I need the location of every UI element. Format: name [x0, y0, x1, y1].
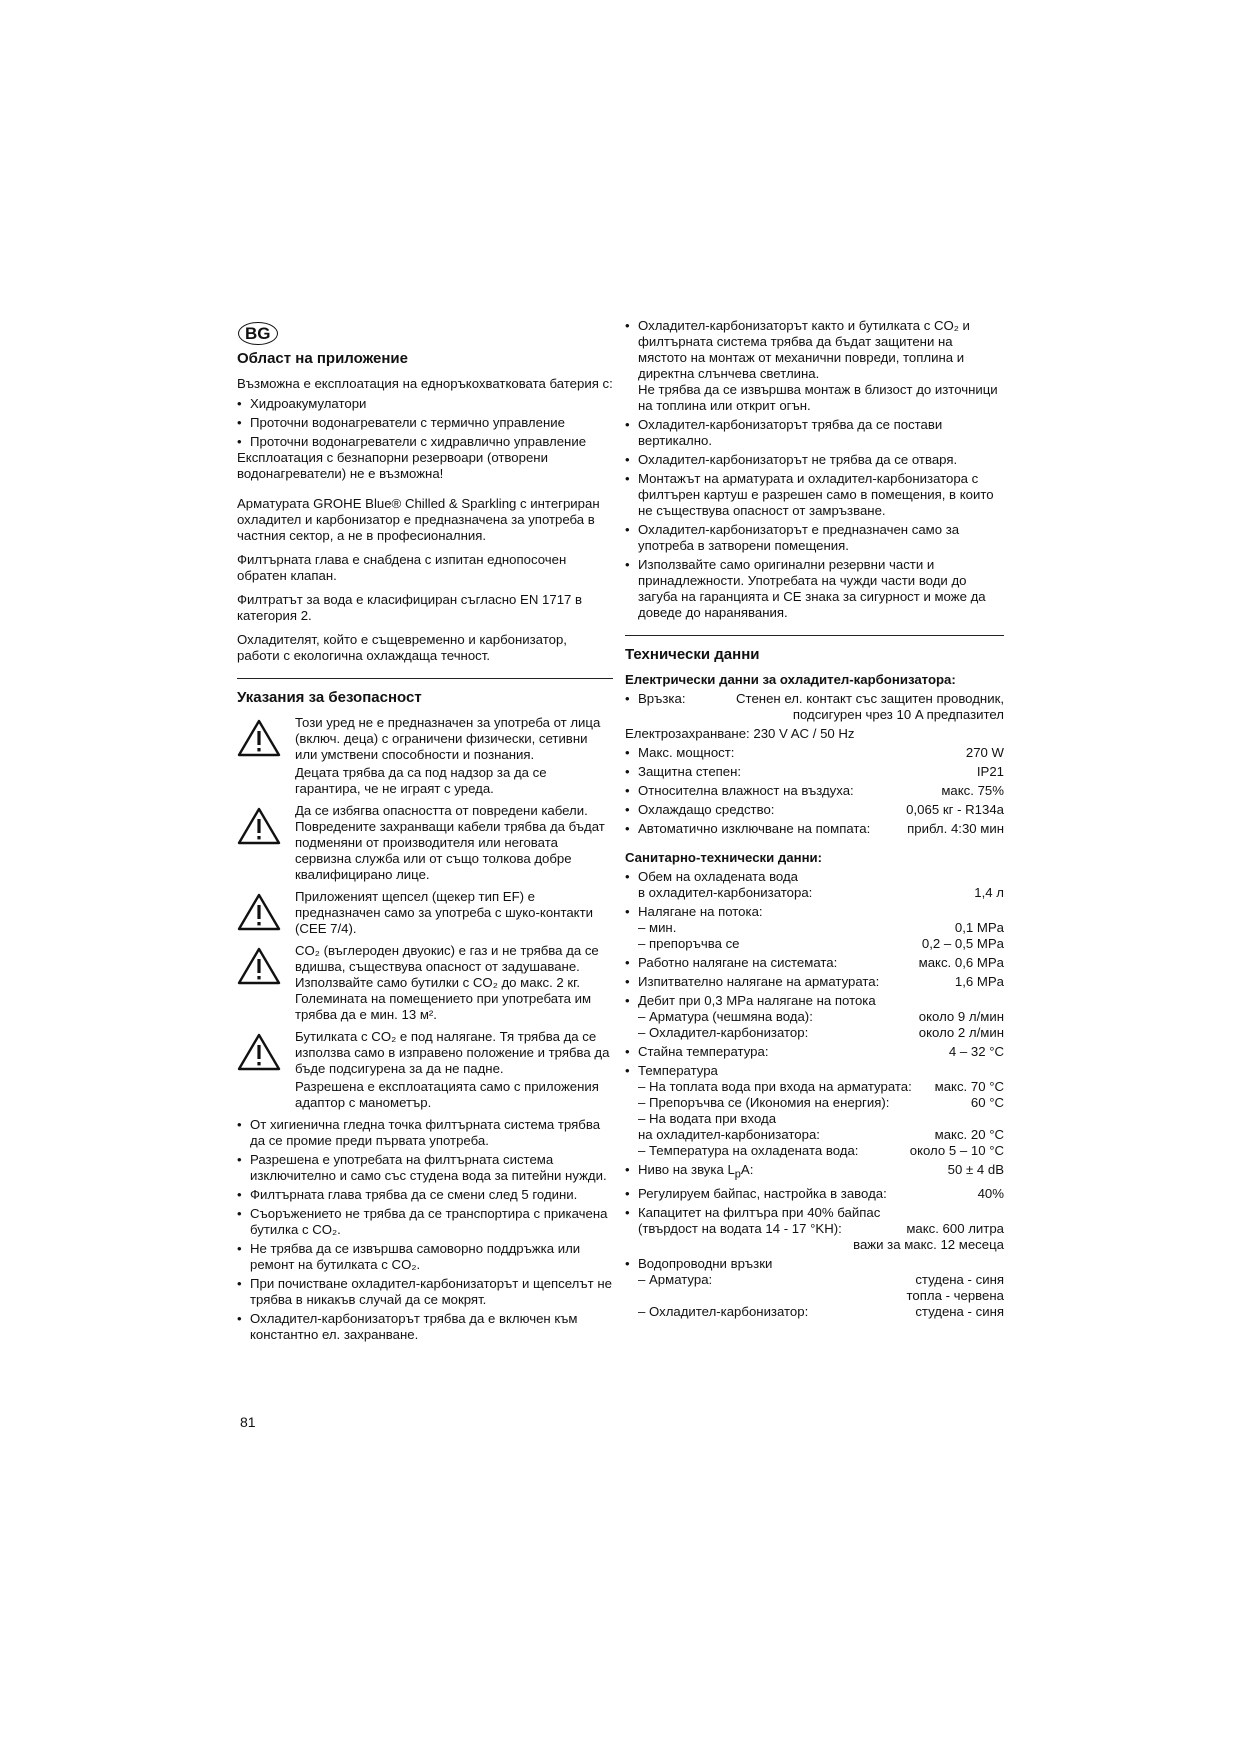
scope-intro: Възможна е експлоатация на едноръкохватковата батерия с:: [237, 376, 613, 391]
warning-text: Децата трябва да са под надзор за да се гарантира, че не играят с уреда.: [295, 765, 547, 796]
warning-block: [237, 889, 613, 939]
spec-value: 50 ± 4 dB: [947, 1162, 1004, 1177]
spec-value: около 5 – 10 °C: [909, 1143, 1004, 1158]
scope-title: Област на приложение: [237, 350, 408, 367]
warning-text: Разрешена е експлоатацията само с приложения адаптор с манометър.: [295, 1079, 599, 1110]
noise-suffix: A:: [740, 1162, 754, 1177]
spec-row: [625, 1044, 1004, 1060]
list-item: • Охладител-карбонизаторът не трябва да се отваря.: [625, 452, 1004, 468]
list-item: • Монтажът на арматурата и охладител-карбонизатора с филтърен картуш е разрешен само в помещения, в които не съществува опасност от замръзване.: [625, 471, 1004, 519]
warning-text: Бутилката с CO₂ е под налягане. Тя трябва да се използва само в изправено положение и трябва да бъде подсигурена за да не падне.: [295, 1029, 610, 1076]
spec-value: 0,1 MPa: [954, 920, 1004, 935]
spec-value: IP21: [976, 764, 1004, 779]
spec-label: • Регулируем байпас, настройка в завода:: [638, 1185, 887, 1201]
spec-row: [625, 1205, 1004, 1253]
spec-value: макс. 20 °C: [934, 1127, 1004, 1142]
spec-value: макс. 75%: [941, 783, 1004, 798]
warning-block: [237, 715, 613, 799]
spec-label: (твърдост на водата 14 - 17 °KH):: [638, 1220, 842, 1236]
spec-label: – Арматура:: [638, 1271, 713, 1287]
divider: [625, 635, 1004, 636]
spec-label: • Изпитвателно налягане на арматурата:: [638, 974, 880, 989]
list-item: • От хигиенична гледна точка филтърната система трябва да се промие преди първата употреба.: [237, 1117, 613, 1149]
spec-label: • Работно налягане на системата:: [638, 955, 838, 970]
noise-subscript: p: [734, 1168, 741, 1181]
spec-label: – Температура на охладената вода:: [638, 1143, 859, 1158]
electrical-values: [625, 745, 1004, 837]
list-item: • Съоръжението не трябва да се транспортира с прикачена бутилка с CO₂.: [237, 1206, 613, 1238]
spec-value: Стенен ел. контакт със защитен проводник, подсигурен чрез 10 A предпазител: [736, 691, 1004, 722]
spec-value: около 9 л/мин: [918, 1009, 1004, 1024]
spec-value: студена - синя: [915, 1303, 1004, 1319]
spec-label: • Връзка:: [638, 691, 686, 706]
spec-row: [625, 745, 1004, 761]
power-supply: Електрозахранване: 230 V AC / 50 Hz: [625, 726, 855, 741]
spec-value: 0,065 кг - R134a: [906, 802, 1004, 817]
right-column: [625, 318, 1004, 1323]
safety-list: [237, 1117, 613, 1343]
spec-value: студена - синя: [915, 1271, 1004, 1287]
electrical-list: [625, 691, 1004, 723]
spec-value: важи за макс. 12 месеца: [853, 1236, 1004, 1252]
spec-label: • Капацитет на филтъра при 40% байпас: [638, 1204, 881, 1220]
spec-value: 1,4 л: [974, 885, 1004, 900]
spec-value: макс. 70 °C: [934, 1079, 1004, 1094]
spec-label: • Относителна влажност на въздуха:: [638, 783, 854, 798]
spec-label: • Температура: [638, 1063, 718, 1078]
safety-title: Указания за безопасност: [237, 689, 422, 706]
noise-label: Ниво на звука L: [638, 1162, 735, 1177]
list-item: • Хидроакумулатори: [237, 396, 613, 412]
spec-row: [625, 869, 1004, 901]
spec-label: • Автоматично изключване на помпата:: [638, 821, 871, 836]
list-item: • Охладител-карбонизаторът е предназначен само за употреба в затворени помещения.: [625, 522, 1004, 554]
spec-value: 60 °C: [970, 1095, 1004, 1110]
list-item: • Проточни водонагреватели с хидравлично управление: [237, 434, 613, 450]
sanitary-title: Санитарно-технически данни:: [625, 850, 823, 865]
list-item: • Филтърната глава трябва да се смени след 5 години.: [237, 1187, 613, 1203]
spec-label: • Защитна степен:: [638, 764, 742, 779]
scope-paragraph: Арматурата GROHE Blue® Chilled & Sparkling с интегриран охладител и карбонизатор е предназначена за употреба в частния сектор, а не в професионалния.: [237, 496, 600, 543]
warning-block: [237, 943, 613, 1025]
spec-row: [625, 783, 1004, 799]
spec-label: – Арматура (чешмяна вода):: [638, 1009, 813, 1024]
spec-label: – мин.: [638, 920, 677, 935]
spec-row: [625, 691, 1004, 723]
list-item: • Охладител-карбонизаторът трябва да е включен към константно ел. захранване.: [237, 1311, 613, 1343]
list-item: • Не трябва да се извършва самоворно поддръжка или ремонт на бутилката с CO₂.: [237, 1241, 613, 1273]
spec-row: [625, 955, 1004, 971]
spec-row: [625, 904, 1004, 952]
spec-value: 0,2 – 0,5 MPa: [921, 936, 1004, 951]
spec-label: – На водата при входа: [638, 1111, 777, 1126]
spec-value: макс. 600 литра: [906, 1220, 1004, 1236]
spec-label: – На топлата вода при входа на арматурата:: [638, 1079, 912, 1094]
spec-label: • Налягане на потока:: [638, 904, 763, 919]
scope-paragraph: Филтърната глава е снабдена с изпитан еднопосочен обратен клапан.: [237, 552, 567, 583]
spec-value: 270 W: [965, 745, 1004, 760]
warning-text: Този уред не е предназначен за употреба от лица (включ. деца) с ограничени физически, сетивни или умствени способности и познания.: [295, 715, 601, 762]
spec-label: • Дебит при 0,3 MPa налягане на потока: [638, 993, 876, 1008]
left-column: [237, 318, 613, 1346]
warning-icon: [237, 715, 295, 799]
spec-label: • Охлаждащо средство:: [638, 802, 775, 817]
warning-text: Приложеният щепсел (щекер тип EF) е предназначен само за употреба с шуко-контакти (CEE 7/4).: [295, 889, 593, 936]
warning-text: CO₂ (въглероден двуокис) е газ и не трябва да се вдишва, съществува опасност от задушаване. Използвайте само бутилки с CO₂ до макс. 2 кг. Големината на помещението при употребата им трябва да е мин. 13 м².: [295, 943, 599, 1022]
list-item: • Охладител-карбонизаторът както и бутилката с CO₂ и филтърната система трябва да бъдат защитени на мястото на монтаж от механични повреди, топлина и директна слънчева светлина. Не трябва да се извършва монтаж в близост до източници на топлина или открит огън.: [625, 318, 1004, 414]
list-item: • Проточни водонагреватели с термично управление: [237, 415, 613, 431]
language-badge: BG: [238, 322, 278, 345]
spec-label: • Водопроводни връзки: [638, 1255, 773, 1271]
spec-row: [625, 993, 1004, 1041]
divider: [237, 678, 613, 679]
spec-row: [625, 821, 1004, 837]
scope-paragraph: Филтратът за вода е класифициран съгласно EN 1717 в категория 2.: [237, 592, 583, 623]
list-item: • Използвайте само оригинални резервни части и принадлежности. Употребата на чужди части води до загуба на гаранцията и CE знака за сигурност и може да доведе до наранявания.: [625, 557, 1004, 621]
spec-value: 1,6 MPa: [954, 974, 1004, 989]
warning-icon: [237, 943, 295, 1025]
spec-row: [625, 1162, 1004, 1183]
spec-label: – препоръчва се: [638, 936, 740, 951]
scope-note: Експлоатация с безнапорни резервоари (отворени водонагреватели) не е възможна!: [237, 450, 548, 481]
warning-icon: [237, 889, 295, 939]
list-item: • При почистване охладител-карбонизаторът и щепселът не трябва в никакъв случай да се мокрят.: [237, 1276, 613, 1308]
spec-label: • Стайна температура:: [638, 1044, 769, 1059]
safety-list-continued: [625, 318, 1004, 621]
list-item: • Разрешена е употребата на филтърната система изключително и само със студена вода за питейни нужди.: [237, 1152, 613, 1184]
spec-row: [625, 1186, 1004, 1202]
spec-label: • Макс. мощност:: [638, 745, 735, 760]
warning-block: [237, 1029, 613, 1113]
warning-icon: [237, 1029, 295, 1113]
tech-title: Технически данни: [625, 646, 760, 663]
spec-row: [625, 1256, 1004, 1320]
page-number: 81: [240, 1414, 256, 1430]
spec-label: на охладител-карбонизатора:: [638, 1127, 820, 1142]
spec-value: 4 – 32 °C: [948, 1044, 1004, 1059]
spec-value: топла - червена: [906, 1287, 1004, 1303]
spec-value: макс. 0,6 MPa: [918, 955, 1004, 970]
warning-block: [237, 803, 613, 885]
spec-row: [625, 764, 1004, 780]
scope-paragraph: Охладителят, който е същевременно и карбонизатор, работи с екологична охлаждаща течност.: [237, 632, 567, 663]
spec-label: – Препоръчва се (Икономия на енергия):: [638, 1095, 890, 1110]
spec-value: 40%: [977, 1185, 1004, 1201]
spec-label: • Обем на охладената вода: [638, 869, 798, 884]
spec-row: [625, 974, 1004, 990]
spec-label: [638, 1162, 753, 1183]
electrical-title: Електрически данни за охладител-карбонизатора:: [625, 672, 956, 687]
spec-row: [625, 1063, 1004, 1159]
spec-label: в охладител-карбонизатора:: [638, 885, 813, 900]
spec-value: около 2 л/мин: [918, 1025, 1004, 1040]
warning-text: Да се избягва опасността от повредени кабели. Повредените захранващи кабели трябва да бъдат подменяни от производителя или неговата сервизна служба или от също толкова добре квалифицирано лице.: [295, 803, 605, 882]
spec-label: – Охладител-карбонизатор:: [638, 1025, 809, 1040]
scope-list: [237, 396, 613, 450]
spec-value: прибл. 4:30 мин: [907, 821, 1004, 836]
spec-row: [625, 802, 1004, 818]
spec-label: – Охладител-карбонизатор:: [638, 1303, 809, 1319]
sanitary-list: [625, 869, 1004, 1320]
list-item: • Охладител-карбонизаторът трябва да се постави вертикално.: [625, 417, 1004, 449]
warning-icon: [237, 803, 295, 885]
